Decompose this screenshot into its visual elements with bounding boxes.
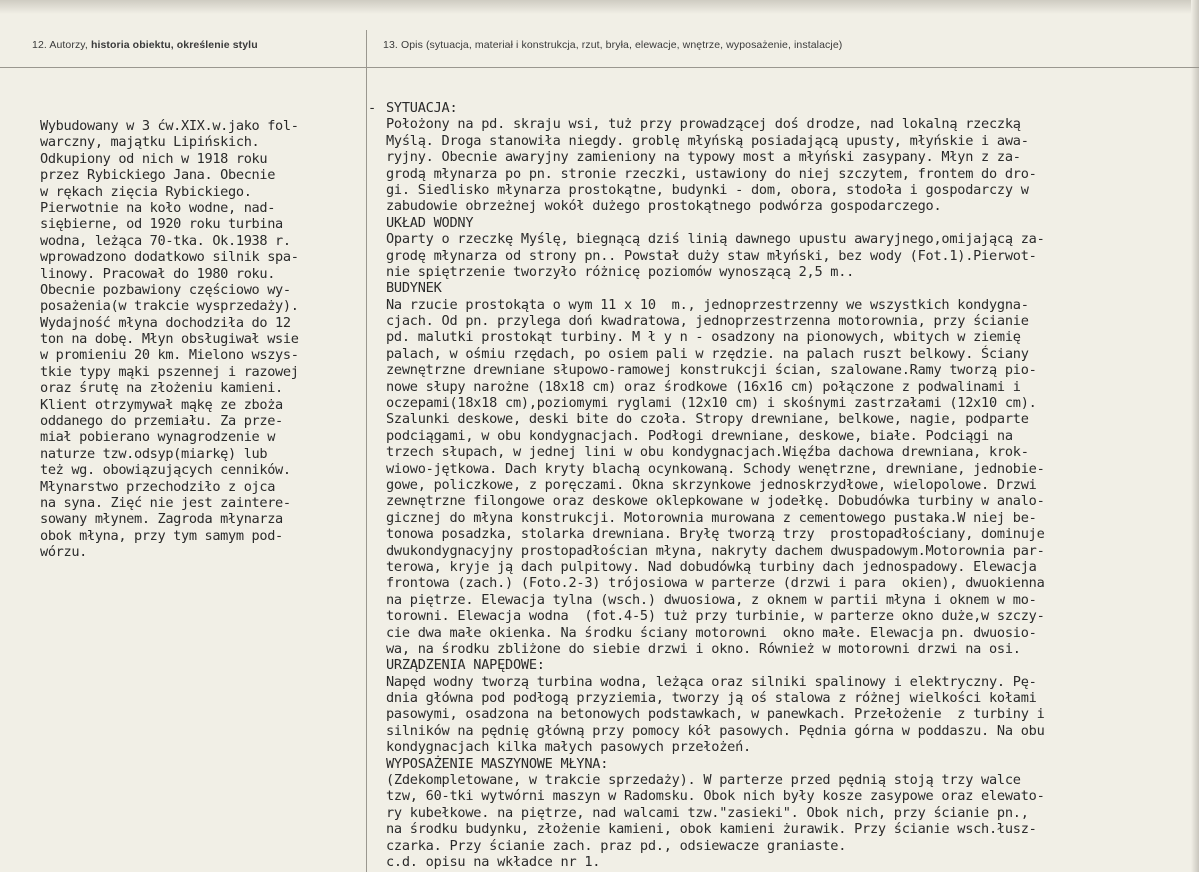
history-text-line: w promieniu 20 km. Mielono wszys-: [40, 347, 299, 364]
description-text-line: (Zdekompletowane, w trakcie sprzedaży). W parterze przed pędnią stoją trzy walce: [386, 772, 1021, 789]
section-12-title-bold: historia obiektu, określenie stylu: [90, 39, 258, 51]
description-text-line: grodę młynarza od strony pn.. Powstał duży staw młyński, bez wody (Fot.1).Pierwot-: [386, 247, 1037, 264]
description-text-line: URZĄDZENIA NAPĘDOWE:: [386, 657, 545, 674]
section-12-header: [32, 39, 258, 51]
description-text-line: ry kubełkowe. na piętrze, nad walcami tzw."zasieki". Obok nich, przy ścianie pn.,: [386, 804, 1029, 821]
history-text-line: tkie typy mąki pszennej i razowej: [40, 363, 299, 380]
section-12-title-normal: Autorzy,: [49, 39, 88, 51]
description-text-line: grodą młynarza po pn. stronie rzeczki, ustawiony do niej szczytem, frontem do dro-: [386, 165, 1037, 182]
history-text-line: miał pobierano wynagrodzenie w: [40, 429, 276, 446]
description-text-line: zewnętrzne filongowe oraz deskowe oklepkowane w jodełkę. Dobudówka turbiny w analo-: [386, 493, 1045, 510]
history-text-line: wórzu.: [40, 544, 88, 561]
history-text-line: Młynarstwo przechodziło z ojca: [40, 478, 276, 495]
history-text-line: Obecnie pozbawiony częściowo wy-: [40, 281, 291, 298]
description-text-line: pd. malutki prostokąt turbiny. M ł y n - osadzony na pionowych, wbitych w ziemię: [386, 329, 1021, 346]
history-text-line: wodna, leżąca 70-tka. Ok.1938 r.: [40, 232, 291, 249]
history-text-line: na syna. Zięć nie jest zaintere-: [40, 494, 291, 511]
description-text-line: na piętrze. Elewacja tylna (wsch.) dwuosiowa, z oknem w partii młyna i oknem w mo-: [386, 591, 1037, 608]
description-text-line: dnia główna pod podłogą przyziemia, tworzy ją oś stalowa z różnej wielkości kołami: [386, 690, 1037, 707]
description-text-line: gicznej do młyna konstrukcji. Motorownia murowana z cementowego pustaka.W niej be-: [386, 509, 1037, 526]
description-text-line: wa, na środku zbliżone do siebie drzwi i okno. Również w motorowni drzwi na osi.: [386, 640, 1021, 657]
history-text-line: linowy. Pracował do 1980 roku.: [40, 265, 276, 282]
description-text-line: Oparty o rzeczkę Myślę, biegnącą dziś linią dawnego upustu awaryjnego,omijającą za-: [386, 231, 1045, 248]
description-text-line: wiowo-jętkowa. Dach kryty blachą ocynkowaną. Schody wenętrzne, drewniane, jednobie-: [386, 460, 1045, 477]
description-text-line: pasowymi, osadzona na betonowych podstawkach, w panewkach. Przełożenie z turbiny i: [386, 706, 1045, 723]
history-text-column: [40, 118, 360, 561]
history-text-line: w rękach zięcia Rybickiego.: [40, 183, 252, 200]
description-text-line: torowni. Elewacja wodna (fot.4-5) tuż przy turbinie, w parterze okno duże,w szczy-: [386, 608, 1045, 625]
description-text-line: tzw, 60-tki wytwórni maszyn w Radomsku. Obok nich były kosze zasypowe oraz elewato-: [386, 788, 1045, 805]
description-text-line: ryjny. Obecnie awaryjny zamieniony na typowy most a młyński zasypany. Młyn z za-: [386, 149, 1021, 166]
description-text-line: Na rzucie prostokąta o wym 11 x 10 m., jednoprzestrzenny we wszystkich kondygna-: [386, 296, 1029, 313]
description-text-line: trzech słupach, w jednej lini w obu kondygnacjach.Więźba dachowa drewniana, krok-: [386, 444, 1029, 461]
description-text-line: na środku budynku, złożenie kamieni, obok kamieni żurawik. Przy ścianie wsch.łusz-: [386, 821, 1037, 838]
history-text-line: posażenia(w trakcie wysprzedaży).: [40, 298, 299, 315]
history-text-line: ton na dobę. Młyn obsługiwał wsie: [40, 331, 299, 348]
description-text-line: terowa, kryje ją dach pulpitowy. Nad dobudówką turbiny dach jednospadowy. Elewacja: [386, 558, 1037, 575]
description-text-line: c.d. opisu na wkładce nr 1.: [386, 853, 601, 870]
description-text-line: kondygnacjach kilka małych pasowych przełożeń.: [386, 739, 751, 756]
description-text-line: BUDYNEK: [386, 280, 442, 297]
history-text-line: wprowadzono dodatkowo silnik spa-: [40, 249, 299, 266]
section-13-number: 13.: [383, 39, 398, 51]
description-text-line: Napęd wodny tworzą turbina wodna, leżąca oraz silniki spalinowy i elektryczny. Pę-: [386, 673, 1037, 690]
description-text-line: WYPOSAŻENIE MASZYNOWE MŁYNA:: [386, 755, 609, 772]
description-text-line: dwukondygnacyjny prostopadłościan młyna, nakryty dachem dwuspadowym.Motorownia par-: [386, 542, 1045, 559]
description-text-line: gowe, policzkowe, z poręczami. Okna skrzynkowe jednoskrzydłowe, wielopolowe. Drzwi: [386, 476, 1037, 493]
description-text-line: zewnętrzne drewniane słupowo-ramowej konstrukcji ścian, szalowane.Ramy tworzą pio-: [386, 362, 1037, 379]
description-text-line: UKŁAD WODNY: [386, 214, 474, 231]
section-13-header: [383, 39, 842, 51]
description-text-line: nie spiętrzenie tworzyło różnicę poziomów wynoszącą 2,5 m..: [386, 263, 855, 280]
description-text-line: tonowa posadzka, stolarka drewniana. Bryłę tworzą trzy prostopadłościany, dominuje: [386, 526, 1045, 543]
history-text-line: Wybudowany w 3 ćw.XIX.w.jako fol-: [40, 118, 299, 134]
history-text-line: Pierwotnie na koło wodne, nad-: [40, 199, 276, 216]
description-text-line: cie dwa małe okienka. Na środku ściany motorowni okno małe. Elewacja pn. dwuosio-: [386, 624, 1037, 641]
scan-top-edge: [0, 0, 1199, 14]
history-text-line: Klient otrzymywał mąkę ze zboża: [40, 396, 283, 413]
history-text-line: też wg. obowiązujących cenników.: [40, 462, 291, 479]
section-12-number: 12.: [32, 39, 47, 51]
description-text-line: zabudowie obrzeżnej wokół dużego prostokątnego podwórza gospodarczego.: [386, 198, 942, 215]
history-text-line: przez Rybickiego Jana. Obecnie: [40, 167, 276, 184]
header-divider: [0, 67, 1199, 68]
history-text-line: Odkupiony od nich w 1918 roku: [40, 150, 268, 167]
description-text-line: cjach. Od pn. przylega doń kwadratowa, jednoprzestrzenna motorownia, przy ścianie: [386, 313, 1029, 330]
description-text-line: Myślą. Droga stanowiła niegdy. groblę młyńską posiadającą upusty, młyńskie i awa-: [386, 132, 1029, 149]
description-text-line: czarka. Przy ścianie zach. praz pd., odsiewacze graniaste.: [386, 837, 847, 854]
description-text-column: [386, 100, 1194, 870]
section-13-title: Opis (sytuacja, materiał i konstrukcja, rzut, bryła, elewacje, wnętrze, wyposażenie, instalacje): [400, 39, 843, 51]
history-text-line: sowany młynem. Zagroda młynarza: [40, 511, 283, 528]
history-text-line: oraz śrutę na złożeniu kamieni.: [40, 380, 283, 397]
history-text-line: obok młyna, przy tym samym pod-: [40, 527, 283, 544]
description-text-line: Szalunki deskowe, deski bite do czoła. Stropy drewniane, belkowe, nagie, podparte: [386, 411, 1029, 428]
history-text-line: Wydajność młyna dochodziła do 12: [40, 314, 291, 331]
description-text-line: SYTUACJA:: [386, 100, 458, 116]
description-text-line: palach, w ośmiu rzędach, po osiem pali w rzędzie. na palach ruszt belkowy. Ściany: [386, 345, 1029, 362]
description-text-line: gi. Siedlisko młynarza prostokątne, budynki - dom, obora, stodoła i gospodarczy w: [386, 181, 1029, 198]
history-text-line: naturze tzw.odsyp(miarkę) lub: [40, 445, 268, 462]
history-text-line: warczny, majątku Lipińskich.: [40, 134, 260, 151]
description-text-line: oczepami(18x18 cm),poziomymi ryglami (12x10 cm) i skośnymi zastrzałami (12x10 cm).: [386, 395, 1037, 412]
description-text-line: silników na pędnię główną przy pomocy kół pasowych. Pędnia górna w poddaszu. Na obu: [386, 722, 1045, 739]
description-text-line: podciągami, w obu kondygnacjach. Podłogi drewniane, deskowe, białe. Podciągi na: [386, 427, 1013, 444]
description-text-line: frontowa (zach.) (Foto.2-3) trójosiowa w parterze (drzwi i para okien), dwuokienna: [386, 575, 1045, 592]
description-text-line: Położony na pd. skraju wsi, tuż przy prowadzącej doś drodze, nad lokalną rzeczką: [386, 116, 1021, 133]
column-divider: [366, 30, 367, 872]
description-text-line: nowe słupy narożne (18x18 cm) oraz środkowe (16x16 cm) połączone z podwalinami i: [386, 378, 1021, 395]
margin-dash-mark: -: [368, 100, 377, 116]
history-text-line: oddanego do przemiału. Za prze-: [40, 413, 283, 430]
history-text-line: siębierne, od 1920 roku turbina: [40, 216, 283, 233]
